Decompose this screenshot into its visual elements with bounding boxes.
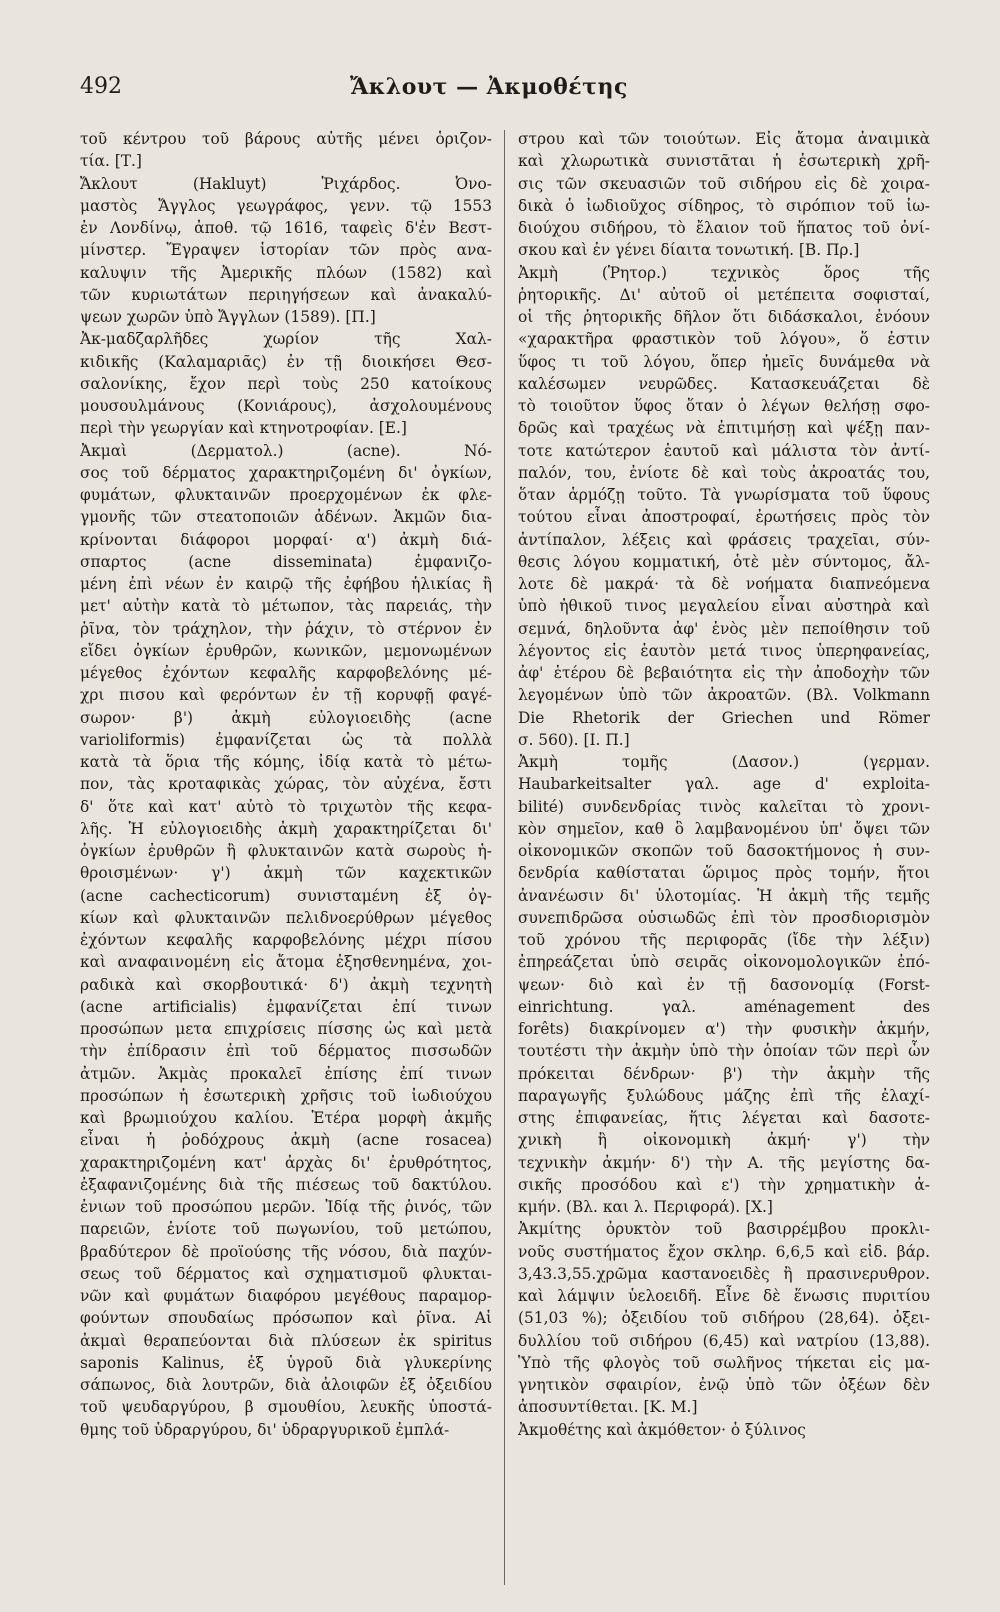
text-line: λεγομένων ὑπὸ τῶν ἀκροατῶν. (Βλ. Volkmann [518,686,930,705]
text-line: δυλλίου τοῦ σιδήρου (6,45) καὶ νατρίου (13,88). [518,1331,930,1350]
text-line: ἀτμῶν. Ἀκμὰς προκαλεῖ ἐπίσης ἐπί τινων [80,1064,492,1083]
text-line: ἀντίπαλον, λέξεις καὶ φράσεις τραχεῖαι, σύν- [518,530,930,549]
text-line: καὶ βρωμιούχου καλίου. Ἑτέρα μορφὴ ἀκμῆς [80,1109,492,1127]
text-line: κμήν. (Βλ. και λ. Περιφορά). [Χ.] [518,1198,773,1216]
page-header [80,74,680,114]
text-line: ψεων χωρῶν ὑπὸ Ἄγγλων (1589). [Π.] [80,308,376,326]
text-line: Die Rhetorik der Griechen und Römer [518,708,930,727]
text-line: σ. 560). [Ι. Π.] [518,730,630,749]
text-line: δικὰ ὁ ἰωδιοῦχος σίδηρος, τὸ σιρόπιον τοῦ ἰω- [518,196,930,215]
text-line: σωρον· β') ἀκμὴ εὐλογιοειδὴς (acne [80,708,492,727]
text-line: ἀκμαὶ θεραπεύονται διὰ πλύσεων ἐκ spiritus [80,1331,492,1350]
text-line: κατὰ τὰ ὅρια τῆς κόμης, ἰδίᾳ κατὰ τὸ μέτω- [80,753,492,771]
text-line: Ἀκμοθέτης καὶ ἀκμόθετον· ὁ ξύλινος [518,1420,806,1439]
text-line: (acne artificialis) ἐμφανίζεται ἐπί τινων [80,997,492,1016]
text-line: γνητικὸν σφαιρίον, ἐνῷ ὑπὸ τῶν ὀξέων δὲν [518,1376,930,1394]
text-line: καὶ χλωρωτικὰ συνιστᾶται ἡ ἐσωτερικὴ χρῆ- [518,152,930,171]
text-line: καὶ λάμψιν ὑελοειδῆ. Εἶνε δὲ ἕνωσις πυριτίου [518,1287,930,1305]
running-head: Ἄκλουτ — Ἀκμοθέτης [350,74,628,100]
text-line: μέγεθος ἐχόντων κεφαλῆς καρφοβελόνης μέ- [80,664,492,682]
text-line: ῥῖνα, τὸν τράχηλον, τὴν ῥάχιν, τὸ στέρνον ἐν [80,619,492,638]
text-line: Ἀκ-μαδζαρλῆδες χωρίον τῆς Χαλ- [80,330,492,349]
text-line: φυμάτων, φλυκταινῶν προερχομένων ἐκ φλε- [80,486,492,504]
text-line: einrichtung. γαλ. aménagement des [518,997,930,1016]
text-line: μετ' αὐτὴν κατὰ τὸ μέτωπον, τὰς παρειάς, τὴν [80,597,492,616]
text-line: (acne cachecticorum) συνισταμένη ἐξ ὀγ- [80,886,492,905]
text-line: ὑπὸ ἠθικοῦ τινος μεγαλείου εἶναι αὐστηρὰ καὶ [518,597,930,616]
text-line: νοῦς συστήματος ἔχον σκληρ. 6,6,5 καὶ εἰδ. βάρ. [518,1242,930,1261]
text-line: Ἄκλουτ (Hakluyt) Ῥιχάρδος. Ὀνο- [80,174,492,193]
text-line: τῶν κυριωτάτων περιηγήσεων καὶ ἀνακαλύ- [80,285,492,304]
text-line: γμονῆς τῶν στεατοποιῶν ἀδένων. Ἀκμῶν δια- [80,508,492,527]
text-line: θεσις λόγου κομματική, ὁτὲ μὲν σύντομος, ἄλ- [518,552,930,571]
text-line: φούντων σπουδαίως πρόσωπον καὶ ῥῖνα. Αἱ [80,1309,492,1328]
text-line: ἐπηρεάζεται ὑπὸ σειρᾶς οἰκονομολογικῶν ἐπό- [518,953,930,972]
text-line: τὸ τοιοῦτον ὕφος ὅταν ὁ λέγων θελήσῃ σφο- [518,397,930,415]
text-line: χρι πισου καὶ φερόντων ἐν τῇ κορυφῇ φαγέ- [80,686,492,705]
text-line: στης ἐπιφανείας, ἥτις λέγεται καὶ δασοτε- [518,1109,930,1127]
text-line: διούχου σιδήρου, τὸ ἔλαιον τοῦ ἥπατος τοῦ ὀνί- [518,219,930,237]
text-line: ἐξαφανιζομένης διὰ τῆς πιέσεως τοῦ δακτύλου. [80,1175,492,1194]
text-line: 3,43.3,55.χρῶμα καστανοειδὲς ἢ πρασινερυθρον. [518,1264,930,1283]
text-line: ἐνιων τοῦ προσώπου μερῶν. Ἰδίᾳ τῆς ῥινός, τῶν [80,1198,492,1216]
text-line: συνεπιδρῶσα οὐσιωδῶς ἐπὶ τὸν προσδιορισμὸν [518,908,930,927]
text-line: Ἀκμαὶ (Δερματολ.) (acne). Νό- [80,441,492,460]
text-line: ῥητορικῆς. Δι' αὐτοῦ οἱ μετέπειτα σοφισταί, [518,285,930,304]
text-line: «χαρακτῆρα φραστικὸν τοῦ λόγου», ὅ ἐστιν [518,330,930,349]
text-line: πρόκειται δένδρων· β') τὴν ἀκμὴν τῆς [518,1064,930,1083]
text-line: πον, τὰς κροταφικὰς χώρας, τὸν αὐχένα, ἔστι [80,775,492,794]
text-line: θμης τοῦ ὑδραργύρου, δι' ὑδραργυρικοῦ ἐμπλά- [80,1420,450,1439]
text-line: παλόν, του, ἐνίοτε δὲ καὶ τοὺς ἀκροατάς του, [518,463,930,482]
text-line: τὴν ἐπίδρασιν ἐπὶ τοῦ δέρματος πισσωδῶν [80,1042,492,1061]
text-line: λέγοντος εἰς ἑαυτὸν μετά τινος ὑπερηφανείας, [518,641,930,660]
text-line: τεχνικὴν ἀκμήν· δ') τὴν Α. τῆς μεγίστης δα- [518,1153,930,1172]
text-line: τοτε κατώτερον ἑαυτοῦ καὶ μάλιστα τὸν ἀντί- [518,441,930,460]
text-line: bilité) συνδενδρίας τινὸς καλεῖται τὸ χρονι- [518,797,930,816]
text-line: Ἀκμίτης ὀρυκτὸν τοῦ βασιρρέμβου προκλι- [518,1220,930,1239]
text-line: σεμνά, δηλοῦντα ἀφ' ἑνὸς μὲν πεποίθησιν τοῦ [518,619,930,638]
text-line: τοῦ ψευδαργύρου, β σμουθίου, λευκῆς ὑποστά- [80,1398,492,1417]
text-line: saponis Kalinus, ἐξ ὑγροῦ διὰ γλυκερίνης [80,1353,492,1372]
text-line: σος τοῦ δέρματος χαρακτηριζομένη δι' ὀγκίων, [80,463,492,482]
text-line: καλέσωμεν νευρῶδες. Κατασκευάζεται δὲ [518,374,930,393]
text-line: προσώπων μετα επιχρίσεις πίσσης ὡς καὶ μετὰ [80,1020,492,1038]
text-line: παρειῶν, ἐνίοτε τοῦ πωγωνίου, τοῦ μετώπου, [80,1220,492,1239]
text-line: σαλονίκης, ἔχον περὶ τοὺς 250 κατοίκους [80,374,492,393]
column-divider [504,130,505,1585]
text-line: ὅταν ἁρμόζῃ τοῦτο. Τὰ γνωρίσματα τοῦ ὕφους [518,486,930,504]
text-line: εἶναι ἡ ῥοδόχρους ἀκμὴ (acne rosacea) [80,1131,492,1150]
text-line: δρῶς καὶ τραχέως νὰ ἐπιτιμήσῃ καὶ ψέξῃ παν- [518,419,930,438]
text-line: εἴδει ὀγκίων ἐρυθρῶν, κωνικῶν, μεμονωμένων [80,641,492,660]
text-line: μένη ἐπὶ νέων ἐν καιρῷ τῆς ἐφήβου ἡλικίας ἢ [80,575,492,593]
text-line: κρίνονται διάφοροι μορφαί· α') ἀκμὴ διά- [80,530,492,549]
text-line: σις τῶν σκευασιῶν τοῦ σιδήρου εἰς δὲ χοιρα- [518,174,930,193]
text-line: τία. [Τ.] [80,152,142,171]
text-line: Haubarkeitsalter γαλ. age d' exploita- [518,775,930,794]
text-line: (51,03 %); ὀξειδίου τοῦ σιδήρου (28,64). ὀξει- [518,1309,930,1328]
text-line: χαρακτηριζομένη κατ' ἀρχὰς δι' ἐρυθρότητος, [80,1153,492,1172]
text-line: κιδικῆς (Καλαμαριᾶς) ἐν τῇ διοικήσει Θεσ- [80,352,492,371]
text-line: μουσουλμάνους (Κονιάρους), ἀσχολουμένους [80,397,492,415]
text-line: οἰκονομικῶν σκοπῶν τοῦ δασοκτήμονος ἡ συν- [518,842,930,860]
text-line: varioliformis) ἐμφανίζεται ὡς τὰ πολλὰ [80,730,492,749]
text-line: ἀφ' ἑτέρου δὲ βεβαιότητα εἰς τὴν ἀποδοχὴν τῶν [518,664,930,682]
text-line: ἐχόντων κεφαλῆς καρφοβελόνης μέχρι πίσου [80,931,492,949]
text-line: τούτου εἶναι ἀποστροφαί, ἐρωτήσεις πρὸς τὸν [518,508,930,527]
text-line: ὕφος τι τοῦ λόγου, ὅπερ ἡμεῖς δυνάμεθα νὰ [518,352,930,371]
text-line: Ἀκμὴ (Ῥητορ.) τεχνικὸς ὅρος τῆς [518,263,930,282]
text-line: σπαρτος (acne disseminata) ἐμφανιζο- [80,552,492,571]
text-line: μαστὸς Ἄγγλος γεωγράφος, γενν. τῷ 1553 [80,196,492,215]
text-line: στρου καὶ τῶν τοιούτων. Εἰς ἄτομα ἀναιμικὰ [518,130,930,148]
text-line: καλυψιν τῆς Ἀμερικῆς πλόων (1582) καὶ [80,263,492,282]
text-line: καὶ αναφαινομένη εἰς ἄτομα ἐξησθενημένα, χοι- [80,953,492,972]
text-line: δ' ὅτε καὶ κατ' αὐτὸ τὸ τριχωτὸν τῆς κεφα- [80,797,492,816]
text-line: ραδικὰ καὶ σκορβουτικά· δ') ἀκμὴ τεχνητὴ [80,975,492,994]
page-number: 492 [80,74,122,99]
text-line: ψεων· διὸ καὶ ἐν τῇ δασονομίᾳ (Forst- [518,975,930,994]
text-line: βραδύτερον δὲ προϊούσης τῆς νόσου, διὰ παχύν- [80,1242,492,1261]
text-line: forêts) διακρίνομεν α') τὴν φυσικὴν ἀκμήν, [518,1020,930,1038]
text-line: ὀγκίων ἐρυθρῶν ἢ φλυκταινῶν κατὰ σωροὺς ἠ- [80,842,492,860]
text-line: κὸν σημεῖον, καθ ὃ λαμβανομένου ὑπ' ὄψει τῶν [518,819,930,838]
text-line: περὶ τὴν γεωργίαν καὶ κτηνοτροφίαν. [Ε.] [80,419,407,438]
text-line: παραγωγῆς ξυλώδους μάζης ἐπὶ τῆς ἐλαχί- [518,1086,930,1105]
text-line: ἐν Λονδίνῳ, ἀποθ. τῷ 1616, ταφεὶς δ'ἐν Βεστ- [80,219,492,237]
right-column [518,128,930,1441]
text-line: λοτε δὲ μακρά· τὰ δὲ νοήματα διαπνεόμενα [518,575,930,593]
text-line: λῆς. Ἡ εὐλογιοειδὴς ἀκμὴ χαρακτηρίζεται δι' [80,819,492,838]
text-line: ἀνανέωσιν δι' ὑλοτομίας. Ἡ ἀκμὴ τῆς τεμῆς [518,886,930,905]
text-line: δενδρία καθίσταται ὥριμος πρὸς τομήν, ἤτοι [518,864,930,883]
text-line: Ἀκμὴ τομῆς (Δασον.) (γερμαν. [518,753,930,771]
text-line: σεως τοῦ δέρματος καὶ σχηματισμοῦ φλυκται- [80,1264,492,1283]
text-line: οἱ τῆς ῥητορικῆς δῆλον ὅτι διδάσκαλοι, ἐνόουν [518,308,930,326]
text-line: σάπωνος, διὰ λουτρῶν, διὰ ἀλοιφῶν ἐξ ὀξειδίου [80,1376,492,1394]
text-line: Ὑπὸ τῆς φλογὸς τοῦ σωλῆνος τήκεται εἰς μα- [518,1353,930,1372]
left-column [80,128,492,1441]
text-line: χνικὴ ἢ οἰκονομικὴ ἀκμή· γ') τὴν [518,1131,930,1150]
text-line: σικῆς προσόδου καὶ ε') τὴν χρηματικὴν ἀ- [518,1175,930,1194]
text-line: τουτέστι τὴν ἀκμὴν ὑπὸ τὴν ὁποίαν τῶν περὶ ὧν [518,1042,930,1061]
text-line: θροισμένων· γ') ἀκμὴ τῶν καχεκτικῶν [80,864,492,883]
text-line: κίων καὶ φλυκταινῶν πελιδνοερύθρων μέγεθος [80,908,492,927]
text-line: προσώπων ἡ ἐσωτερικὴ χρῆσις τοῦ ἰωδιούχου [80,1086,492,1105]
text-line: νῶν καὶ φυμάτων διαφόρου μεγέθους παραμορ- [80,1287,492,1305]
text-line: τοῦ χρόνου τῆς περιφορᾶς (ἴδε τὴν λέξιν) [518,931,930,949]
text-line: ἀποσυντίθεται. [Κ. Μ.] [518,1398,698,1417]
text-line: μίνστερ. Ἔγραψεν ἱστορίαν τῶν πρὸς ανα- [80,241,492,260]
text-line: σκου καὶ ἐν γένει δίαιτα τονωτική. [Β. Πρ.] [518,241,860,260]
text-line: τοῦ κέντρου τοῦ βάρους αὐτῆς μένει ὁριζον- [80,130,492,148]
